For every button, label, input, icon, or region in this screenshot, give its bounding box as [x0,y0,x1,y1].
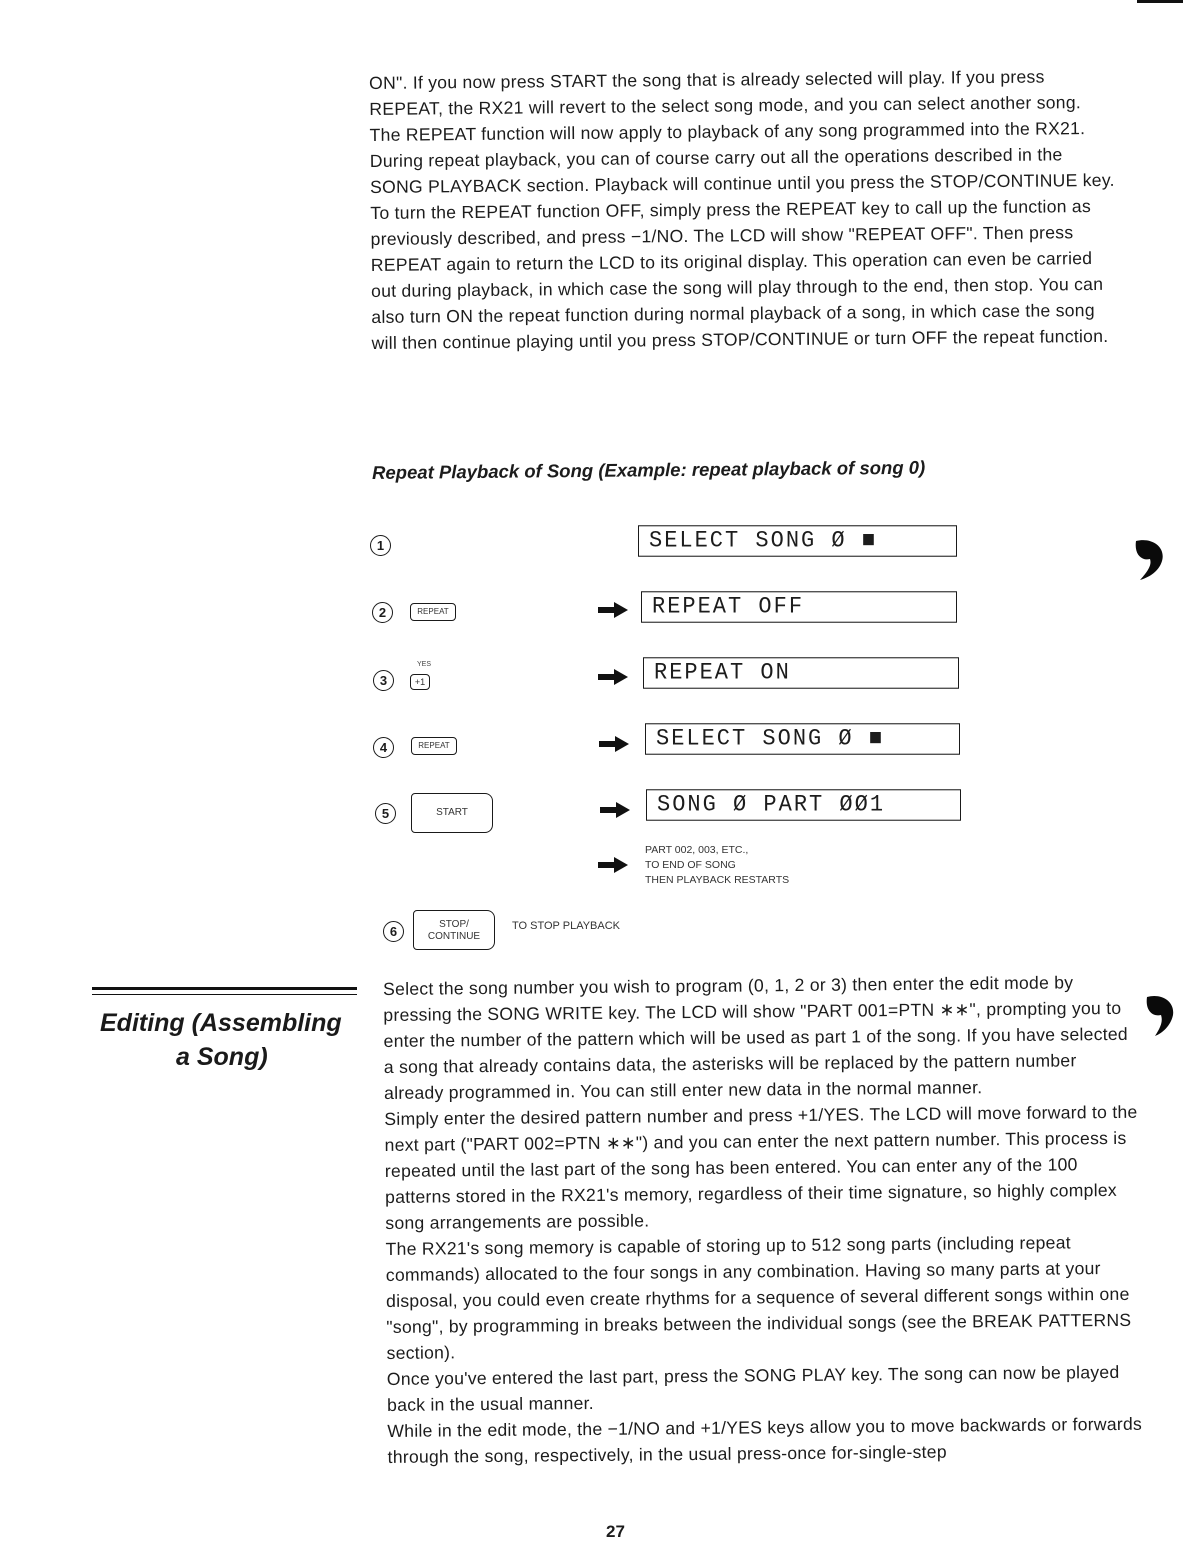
paragraph: Simply enter the desired pattern number and press +1/YES. The LCD will move forward to the next part ("PART 002=PTN ∗∗") and you can enter the next pattern number. This process is repeated until the last part of the song has been entered. You can enter any of the 100 patterns stored in the RX21's memory, regardless of their time signature, so highly complex song arrangements are possible. [384,1101,1138,1233]
heading-line: a Song) [176,1043,268,1071]
step-number: 3 [373,670,394,691]
paragraph: While in the edit mode, the −1/NO and +1/YES keys allow you to move backwards or forwards through the song, respectively, in the usual press-once for-single-step [387,1413,1143,1467]
right-arrow-icon [600,802,630,818]
binder-mark-icon [1130,537,1166,581]
repeat-key-icon: REPEAT [410,603,456,621]
right-arrow-icon [598,857,628,873]
right-arrow-icon [598,669,628,685]
key-label-line: CONTINUE [427,931,481,942]
right-arrow-icon [599,736,629,752]
repeat-key-icon: REPEAT [411,737,457,755]
paragraph: The RX21's song memory is capable of storing up to 512 song parts (including repeat commands) allocated to the four songs in any combination. Having so many parts at your disposal, you could even create rhythms for a sequence of several different songs within one "song", by programming in breaks between the individual songs (see the BREAK PATTERNS section). [385,1232,1132,1363]
note-line: PART 002, 003, ETC., [645,844,749,856]
stop-continue-key-icon [413,910,495,950]
section-heading [100,1006,355,1074]
section-body [383,969,1143,1470]
stop-note: TO STOP PLAYBACK [512,920,621,932]
lcd-display: SONG Ø PART ØØ1 [646,789,961,821]
note-line: TO END OF SONG [645,859,736,871]
lcd-display: SELECT SONG Ø ■ [645,723,960,755]
paragraph: Once you've entered the last part, press the SONG PLAY key. The song can now be played back in the usual manner. [386,1361,1120,1415]
section-rule [92,994,357,995]
plus-one-key-icon: +1 [410,674,430,690]
right-arrow-icon [598,602,628,618]
example-title: Repeat Playback of Song (Example: repeat playback of song 0) [372,456,926,483]
paragraph: Select the song number you wish to program (0, 1, 2 or 3) then enter the edit mode by pressing the SONG WRITE key. The LCD will show "PART 001=PTN ∗∗", prompting you to enter the number of the pattern which will be used as part 1 of the song. If you have selected a song that already contains data, the asterisks will be replaced by the pattern number already programmed in. You can still enter new data in the normal manner. [383,972,1128,1103]
continuation-note [645,843,789,888]
paragraph: ON". If you now press START the song that is already selected will play. If you press REPEAT, the RX21 will revert to the select song mode, and you can select another song. [369,66,1082,119]
start-key-icon: START [411,793,493,833]
page-corner-mark [1137,0,1183,3]
page-number: 27 [606,1522,625,1541]
binder-mark-icon [1143,993,1175,1037]
step-number: 5 [375,803,396,824]
lcd-display: REPEAT ON [643,657,959,689]
note-line: THEN PLAYBACK RESTARTS [645,874,790,886]
section-rule [92,987,357,990]
step-number: 1 [370,535,391,556]
step-number: 4 [373,737,394,758]
step-number: 6 [383,921,404,942]
key-label-line: STOP/ [439,919,469,930]
lcd-display: REPEAT OFF [641,591,957,623]
lcd-display: SELECT SONG Ø ■ [638,525,957,557]
step-number: 2 [372,602,393,623]
heading-line: Editing (Assembling [100,1009,342,1037]
yes-label: YES [417,661,432,668]
intro-text [369,63,1122,356]
paragraph: The REPEAT function will now apply to playback of any song programmed into the RX21. During repeat playback, you can of course carry out all the operations described in the SONG PLAYBACK section. Playback will continue until you press the STOP/CONTINUE key. To turn the REPEAT function OFF, simply press the REPEAT key to call up the function as previously described, and press −1/NO. The LCD will show "REPEAT OFF". Then press REPEAT again to return the LCD to its original display. This operation can even be carried out during playback, in which case the song will play through to the end, then stop. You can also turn ON the repeat function during normal playback of a song, in which case the song will then continue playing until you press STOP/CONTINUE or turn OFF the repeat function. [369,118,1115,353]
